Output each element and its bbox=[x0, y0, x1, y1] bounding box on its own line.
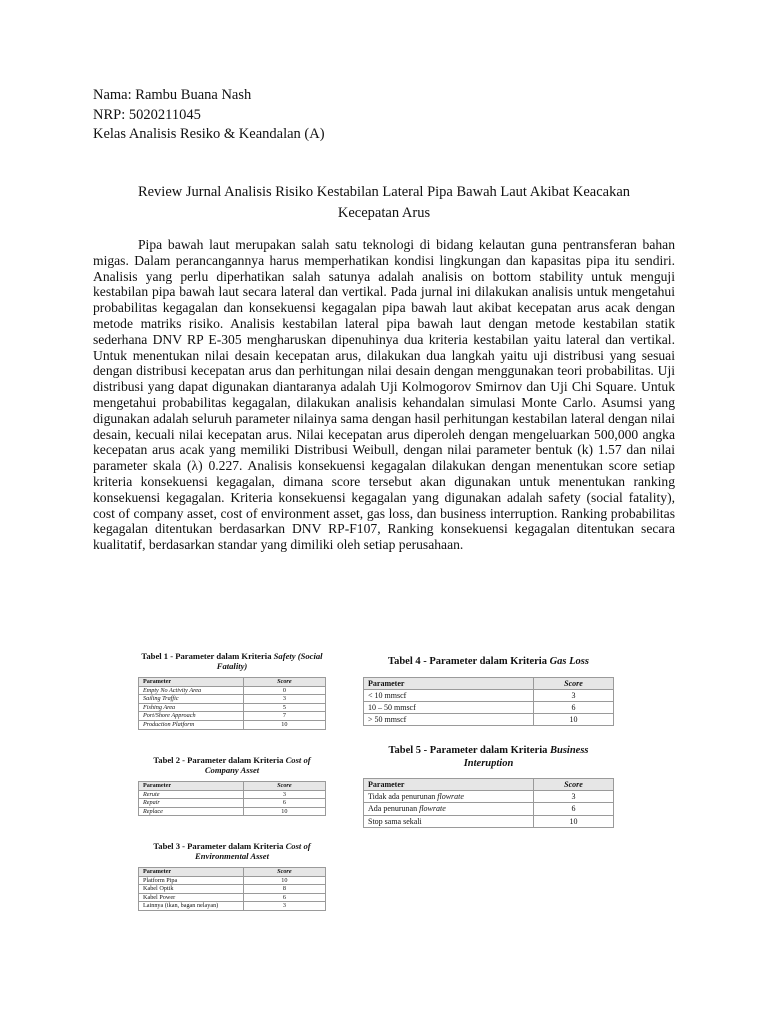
table-3-block bbox=[138, 841, 326, 911]
col-header-score: Score bbox=[243, 782, 325, 791]
table-row: Lainnya (ikan, bagan nelayan) 3 bbox=[139, 902, 326, 911]
table-row: Platform Pipa 10 bbox=[139, 876, 326, 885]
col-header-score: Score bbox=[534, 677, 614, 689]
table-row: Port/Shore Approach 7 bbox=[139, 712, 326, 721]
title-line-1: Review Jurnal Analisis Risiko Kestabilan Lateral Pipa Bawah Laut Akibat Keacakan bbox=[137, 184, 631, 200]
table-row: Kabel Optik 8 bbox=[139, 885, 326, 894]
body-paragraph: Pipa bawah laut merupakan salah satu teknologi di bidang kelautan guna pentransferan bahan migas. Dalam perancangannya harus memperhatikan kondisi lingkungan dan kapasitas pipa itu sendiri. Analisis yang perlu diperhatikan salah satunya adalah analisis on bottom stability untuk menguji kestabilan pipa bawah laut secara lateral dan vertikal. Pada jurnal ini dilakukan analisis untuk mengetahui probabilitas kegagalan dan konsekuensi kegagalan pipa bawah laut akibat kecepatan arus acak dengan metode matriks risiko. Analisis kestabilan lateral pipa bawah laut dengan metode kestabilan statik sederhana DNV RP E-305 mengharuskan dipenuhinya dua kriteria kestabilan yaitu lateral dan vertikal. Untuk menentukan nilai desain kecepatan arus, dilakukan dua langkah yaitu uji distribusi yang sesuai dengan distribusi kecepatan arus dan perhitungan nilai desain dengan menggunakan teori probabilitas. Uji distribusi yang dapat digunakan diantaranya adalah Uji Kolmogorov Smirnov dan Uji Chi Square. Untuk mengetahui probabilitas kegagalan, dilakukan analisis kehandalan simulasi Monte Carlo. Asumsi yang digunakan adalah seluruh parameter nilainya sama dengan hasil perhitungan kestabilan lateral dengan nilai desain, kecuali nilai kecepatan arus. Nilai kecepatan arus diperoleh dengan mengeluarkan 500,000 angka kecepatan arus acak yang memiliki Distribusi Weibull, dengan nilai parameter bentuk (k) 1.57 dan nilai parameter skala (λ) 0.227. Analisis konsekuensi kegagalan dilakukan dengan menentukan score setiap kriteria konsekuensi kegagalan, dimana score tersebut akan digunakan untuk menentukan ranking konsekuensi kegagalan. Kriteria konsekuensi kegagalan yang digunakan adalah safety (social fatality), cost of company asset, cost of environment asset, gas loss, dan business interruption. Ranking probabilitas kegagalan ditentukan berdasarkan DNV RP-F107, Ranking konsekuensi kegagalan ditentukan secara kualitatif, berdasarkan standar yang dimiliki oleh setiap perusahaan. bbox=[93, 237, 675, 553]
table-1-block bbox=[138, 651, 326, 730]
table-1 bbox=[138, 677, 326, 730]
table-row: Rerute 3 bbox=[139, 790, 326, 799]
table-2 bbox=[138, 781, 326, 816]
table-header-row bbox=[139, 678, 326, 687]
col-header-parameter: Parameter bbox=[139, 782, 244, 791]
table-row: Tidak ada penurunan flowrate 3 bbox=[364, 791, 614, 803]
col-header-parameter: Parameter bbox=[364, 779, 534, 791]
table-5 bbox=[363, 778, 614, 828]
table-header-row bbox=[139, 782, 326, 791]
table-row: Kabel Power 6 bbox=[139, 893, 326, 902]
col-header-parameter: Parameter bbox=[364, 677, 534, 689]
table-row: Production Platform 10 bbox=[139, 720, 326, 729]
col-header-score: Score bbox=[243, 678, 325, 687]
table-header-row bbox=[364, 677, 614, 689]
table-5-caption: Tabel 5 - Parameter dalam Kriteria Business Interuption bbox=[388, 745, 589, 769]
table-row: Stop sama sekali 10 bbox=[364, 815, 614, 827]
table-header-row bbox=[364, 779, 614, 791]
table-2-caption: Tabel 2 - Parameter dalam Kriteria Cost of Company Asset bbox=[153, 755, 311, 775]
table-3 bbox=[138, 867, 326, 911]
student-header bbox=[93, 86, 325, 145]
col-header-parameter: Parameter bbox=[139, 868, 244, 877]
table-4-block bbox=[363, 656, 614, 726]
document-title bbox=[100, 182, 668, 223]
table-header-row bbox=[139, 868, 326, 877]
table-1-caption: Tabel 1 - Parameter dalam Kriteria Safety (Social Fatality) bbox=[141, 651, 323, 671]
table-3-caption: Tabel 3 - Parameter dalam Kriteria Cost of Environmental Asset bbox=[153, 841, 311, 861]
table-row: Replace 10 bbox=[139, 807, 326, 816]
table-row: Empty No Activity Area 0 bbox=[139, 686, 326, 695]
table-2-block bbox=[138, 755, 326, 816]
title-line-2: Kecepatan Arus bbox=[337, 204, 431, 221]
table-row: Fishing Area 5 bbox=[139, 703, 326, 712]
student-name: Nama: Rambu Buana Nash bbox=[93, 87, 252, 103]
table-row: 10 – 50 mmscf 6 bbox=[364, 701, 614, 713]
table-5-block bbox=[363, 745, 614, 828]
col-header-score: Score bbox=[534, 779, 614, 791]
table-row: Repair 6 bbox=[139, 799, 326, 808]
table-row: < 10 mmscf 3 bbox=[364, 689, 614, 701]
col-header-parameter: Parameter bbox=[139, 678, 244, 687]
col-header-score: Score bbox=[243, 868, 325, 877]
class-name: Kelas Analisis Resiko & Keandalan (A) bbox=[93, 126, 325, 142]
table-4 bbox=[363, 677, 614, 727]
student-nrp: NRP: 5020211045 bbox=[93, 106, 201, 123]
table-4-caption: Tabel 4 - Parameter dalam Kriteria Gas Loss bbox=[388, 656, 589, 667]
table-row: Ada penurunan flowrate 6 bbox=[364, 803, 614, 815]
table-row: > 50 mmscf 10 bbox=[364, 714, 614, 726]
table-row: Sailing Traffic 3 bbox=[139, 695, 326, 704]
